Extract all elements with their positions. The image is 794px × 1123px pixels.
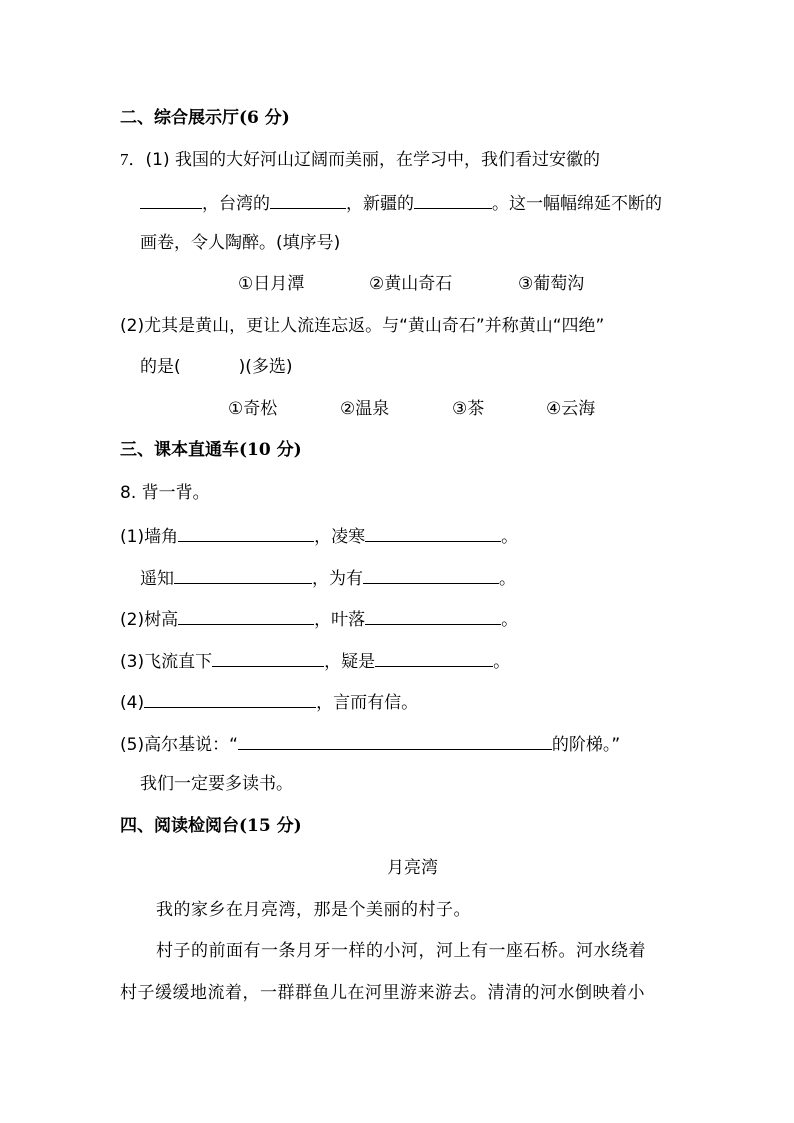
answer-blank[interactable]	[375, 648, 493, 667]
answer-blank[interactable]	[363, 565, 499, 584]
answer-blank-anhui[interactable]	[140, 190, 202, 209]
reading-title: 月亮湾	[387, 858, 438, 878]
q7-line-3: 画卷，令人陶醉。(填序号)	[140, 233, 341, 253]
answer-blank-taiwan[interactable]	[270, 190, 346, 209]
section-heading-4: 四、阅读检阅台(15 分)	[120, 816, 302, 836]
q8-line-1	[120, 523, 518, 549]
q7-p1-lead: (1) 我国的大好河山辽阔而美丽，在学习中，我们看过安徽的	[145, 150, 600, 170]
option-item: ④云海	[546, 399, 596, 419]
q8-text: ，为有	[312, 569, 363, 589]
q7-text: ，台湾的	[202, 194, 270, 214]
reading-paragraph-2-line-1: 村子的前面有一条月牙一样的小河，河上有一座石桥。河水绕着	[156, 941, 646, 961]
q7-line-1	[120, 148, 600, 172]
q8-title: 8. 背一背。	[120, 483, 210, 503]
answer-blank[interactable]	[178, 606, 314, 625]
q8-text: 遥知	[140, 569, 174, 589]
q7-text: 的是(	[140, 357, 181, 377]
q8-text: (2)树高	[120, 610, 179, 630]
answer-blank[interactable]	[365, 523, 501, 542]
q8-text: 。	[501, 610, 519, 630]
q8-line-5	[120, 689, 418, 715]
q8-text: (5)高尔基说：“	[120, 735, 238, 755]
q8-line-4	[120, 648, 510, 674]
option-item: ②黄山奇石	[369, 274, 453, 294]
q7-number: 7．	[120, 150, 146, 169]
answer-blank-xinjiang[interactable]	[414, 190, 492, 209]
option-item: ③葡萄沟	[518, 274, 585, 294]
q7-text: ，新疆的	[346, 194, 414, 214]
q7-text: )(多选)	[238, 357, 293, 377]
answer-blank[interactable]	[174, 565, 312, 584]
q8-text: (1)墙角	[120, 527, 179, 547]
q8-line-6	[120, 731, 620, 757]
section-heading-2: 二、综合展示厅(6 分)	[120, 108, 290, 128]
answer-blank[interactable]	[212, 648, 324, 667]
q8-line-7: 我们一定要多读书。	[140, 774, 293, 794]
answer-blank[interactable]	[144, 689, 316, 708]
option-item: ①日月潭	[238, 274, 305, 294]
reading-paragraph-1: 我的家乡在月亮湾，那是个美丽的村子。	[156, 900, 471, 920]
option-item: ③茶	[452, 399, 485, 419]
q8-text: ，言而有信。	[316, 693, 419, 713]
q8-text: ，凌寒	[314, 527, 366, 547]
option-item: ①奇松	[228, 399, 278, 419]
q7-text: 。这一幅幅绵延不断的	[492, 194, 662, 214]
q8-line-3	[120, 606, 518, 632]
q8-text: 的阶梯。”	[551, 735, 621, 755]
q8-text: (4)	[120, 693, 145, 713]
answer-blank[interactable]	[238, 731, 552, 750]
answer-blank[interactable]	[178, 523, 314, 542]
q8-text: ，叶落	[314, 610, 366, 630]
reading-paragraph-2-line-2: 村子缓缓地流着，一群群鱼儿在河里游来游去。清清的河水倒映着小	[120, 983, 645, 1003]
answer-blank[interactable]	[365, 606, 501, 625]
q8-text: 。	[499, 569, 516, 589]
section-heading-3: 三、课本直通车(10 分)	[120, 440, 302, 460]
q7-p2-line-2	[140, 355, 293, 379]
q8-text: ，疑是	[324, 652, 376, 672]
q7-line-2	[140, 190, 662, 216]
q8-text: 。	[501, 527, 519, 547]
q7-p2-line-1: (2)尤其是黄山，更让人流连忘返。与“黄山奇石”并称黄山“四绝”	[120, 316, 605, 336]
q8-text: (3)飞流直下	[120, 652, 213, 672]
q8-text: 。	[493, 652, 511, 672]
option-item: ②温泉	[340, 399, 390, 419]
q8-line-2	[140, 565, 516, 591]
